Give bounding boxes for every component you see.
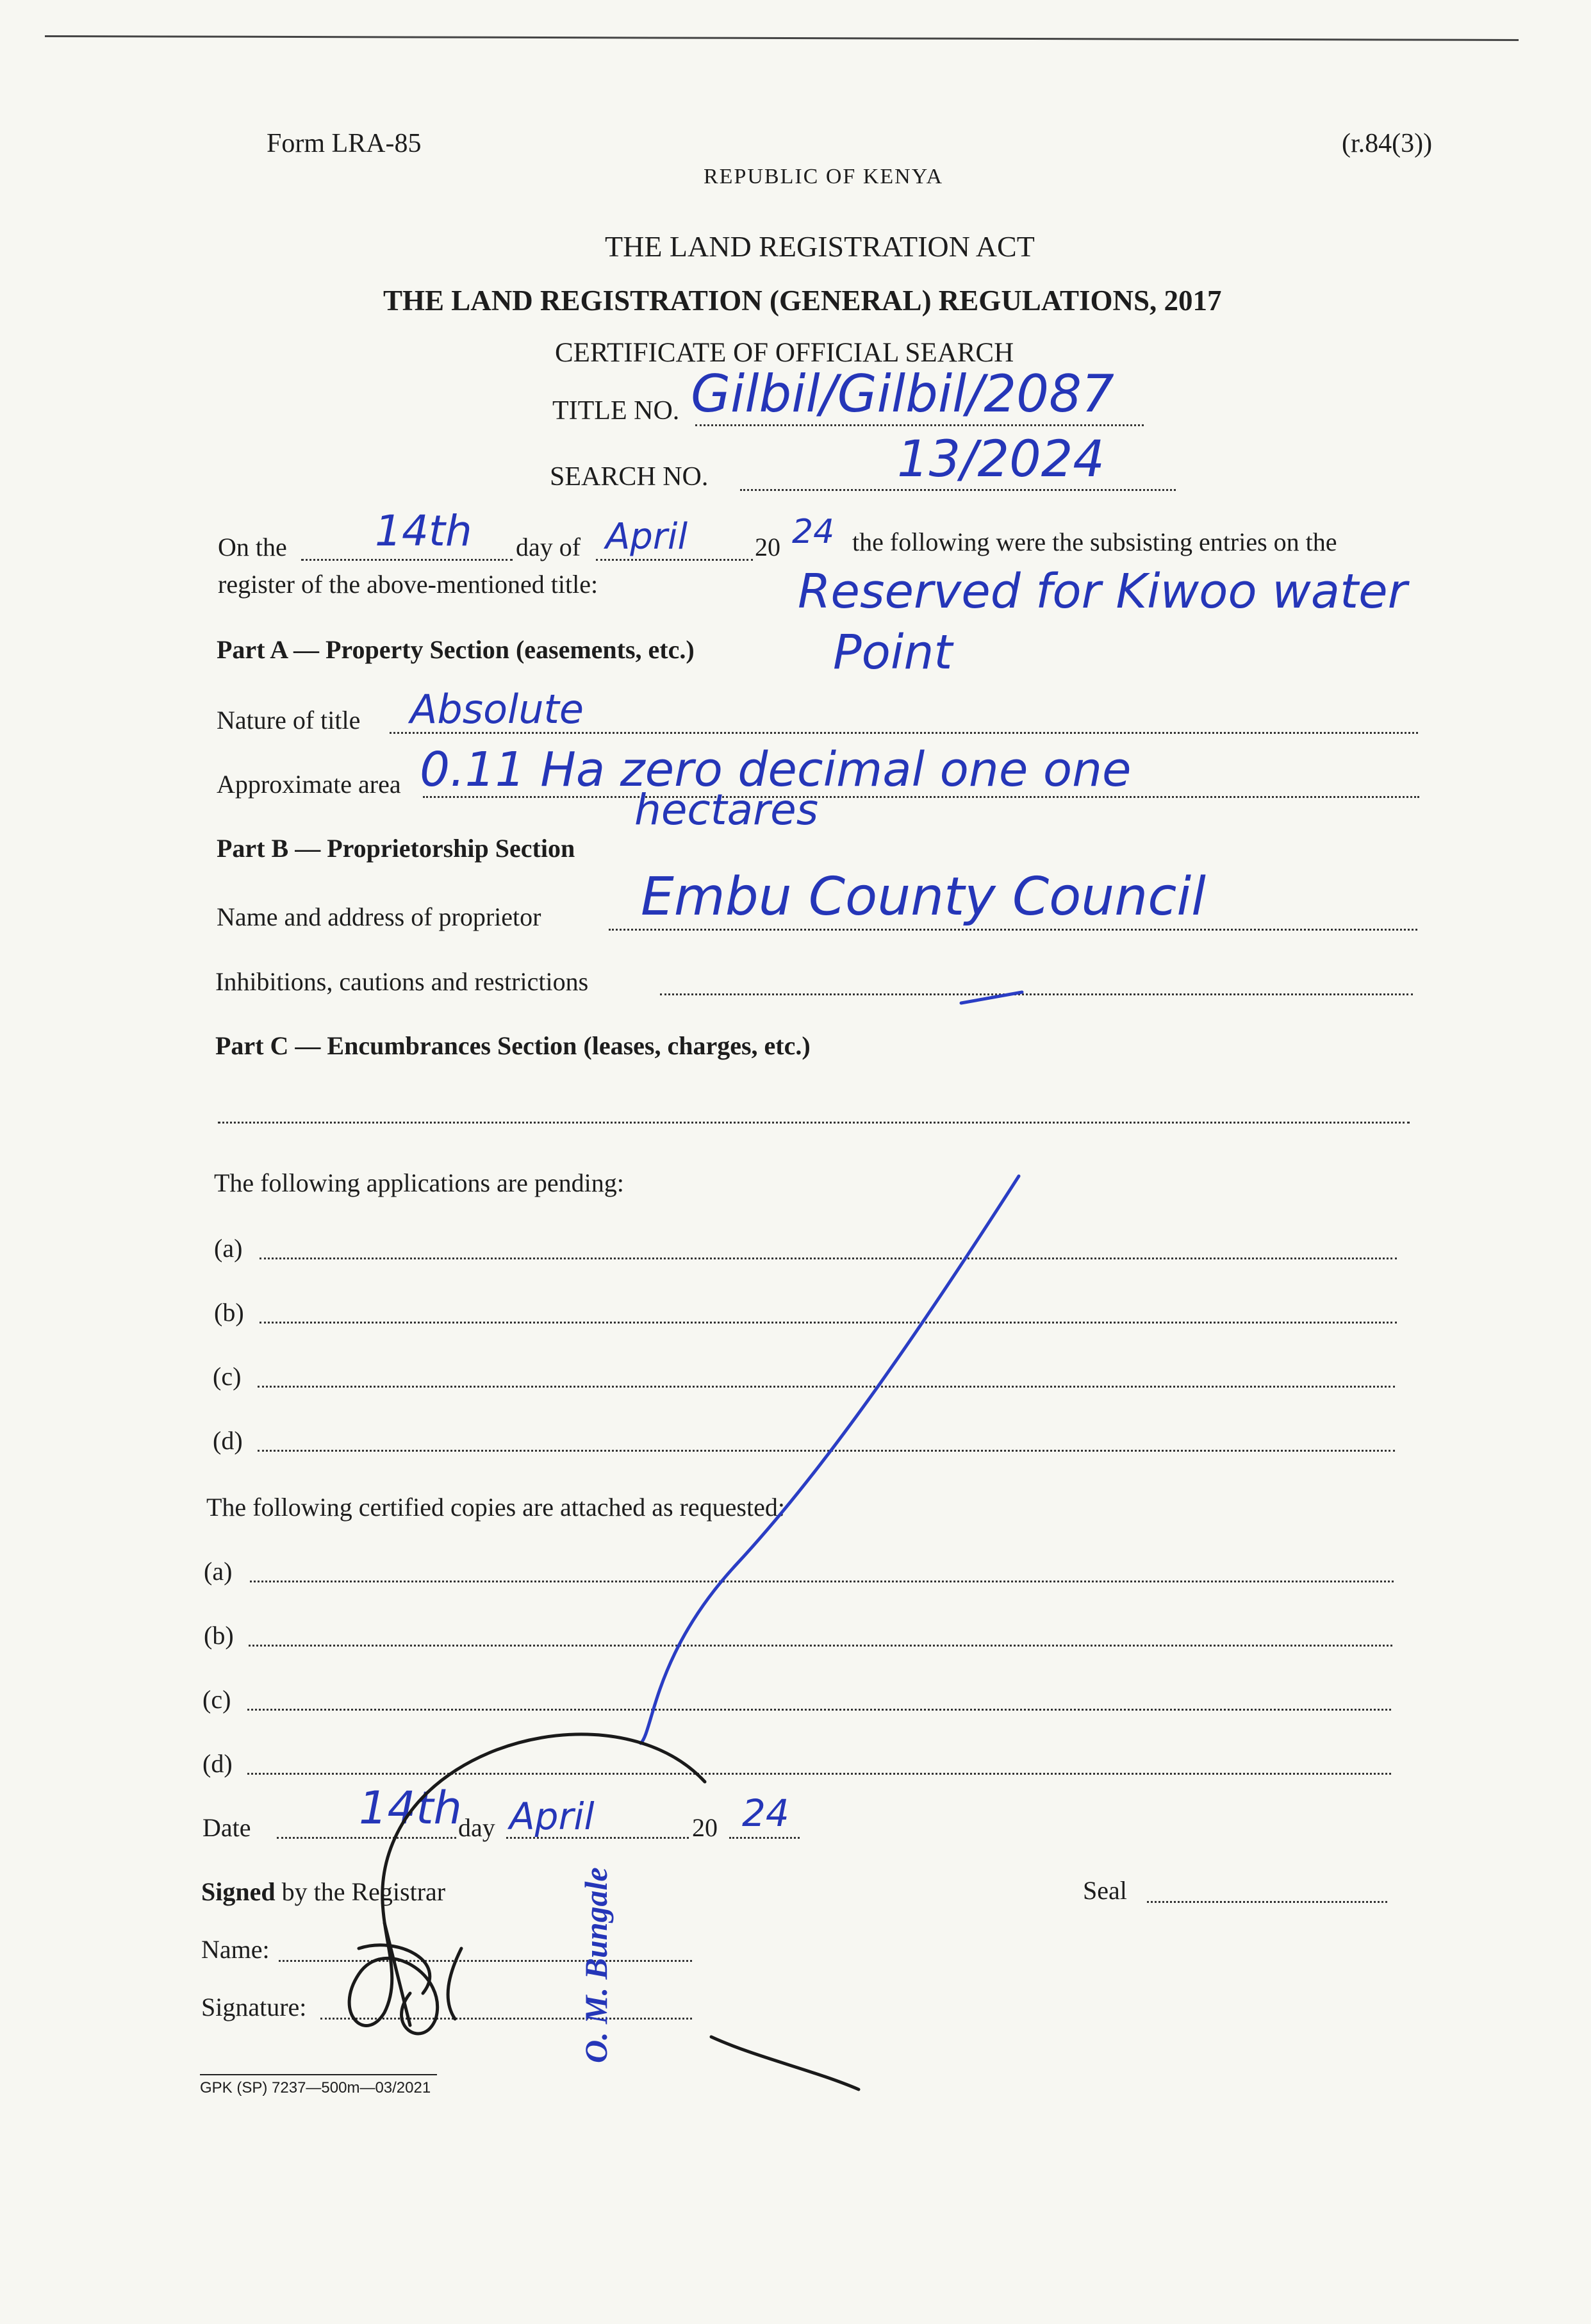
seal-label: Seal	[1083, 1876, 1127, 1905]
intro-on-the: On the	[218, 533, 287, 561]
pending-label: The following applications are pending:	[214, 1168, 624, 1197]
copies-item-d-label: (d)	[202, 1749, 233, 1778]
name-label: Name:	[201, 1935, 270, 1964]
nature-label: Nature of title	[217, 706, 361, 735]
search-no-label: SEARCH NO.	[550, 462, 709, 492]
cross-out-stroke	[641, 1176, 1019, 1743]
proprietor-label: Name and address of proprietor	[217, 902, 541, 931]
regulations-heading: THE LAND REGISTRATION (GENERAL) REGULATIONS, 2017	[383, 285, 1222, 317]
copies-item-a-label: (a)	[204, 1557, 233, 1586]
nature-value: Absolute	[410, 686, 584, 733]
rule-reference: (r.84(3))	[1342, 129, 1433, 158]
act-heading: THE LAND REGISTRATION ACT	[605, 230, 1035, 263]
inhibitions-label: Inhibitions, cautions and restrictions	[215, 967, 589, 996]
area-value-line-2: hectares	[634, 785, 819, 834]
pending-item-d-label: (d)	[213, 1426, 243, 1455]
area-label: Approximate area	[217, 770, 401, 799]
pending-item-b-label: (b)	[214, 1298, 244, 1327]
form-id: Form LRA-85	[267, 129, 422, 158]
copies-item-b-label: (b)	[204, 1621, 234, 1650]
republic-heading: REPUBLIC OF KENYA	[704, 165, 944, 188]
intro-year-value: 24	[792, 513, 835, 551]
date-label: Date	[202, 1813, 251, 1842]
intro-tail: the following were the subsisting entries on the	[852, 527, 1337, 556]
by-registrar-label: by the Registrar	[281, 1877, 446, 1906]
copies-item-c-label: (c)	[202, 1685, 231, 1714]
copies-label: The following certified copies are attached as requested:	[206, 1493, 785, 1522]
part-b-heading: Part B — Proprietorship Section	[217, 834, 575, 863]
easement-note-line-1: Reserved for Kiwoo water	[798, 564, 1408, 619]
search-no-value: 13/2024	[897, 431, 1105, 488]
registrar-signature	[349, 1734, 859, 2089]
intro-line-2: register of the above-mentioned title:	[218, 570, 598, 599]
certificate-heading: CERTIFICATE OF OFFICIAL SEARCH	[555, 338, 1014, 368]
part-a-heading: Part A — Property Section (easements, etc.)	[217, 635, 695, 664]
pending-item-c-label: (c)	[213, 1362, 242, 1391]
intro-day-value: 14th	[375, 506, 472, 556]
title-no-value: Gilbil/Gilbil/2087	[691, 364, 1114, 424]
date-day-value: 14th	[359, 1782, 462, 1834]
date-year-value: 24	[742, 1791, 789, 1835]
proprietor-value: Embu County Council	[641, 867, 1206, 927]
area-underline	[852, 968, 990, 1003]
dash-mark	[961, 992, 1022, 1003]
part-c-heading: Part C — Encumbrances Section (leases, charges, etc.)	[215, 1031, 811, 1060]
date-day-label: day	[458, 1813, 495, 1842]
date-year-prefix: 20	[692, 1813, 718, 1842]
registrar-name-stamp: O. M. Bungale	[578, 1867, 614, 2063]
pending-item-a-label: (a)	[214, 1234, 243, 1263]
title-no-label: TITLE NO.	[552, 396, 680, 426]
date-month-value: April	[509, 1795, 595, 1838]
signature-label: Signature:	[201, 1993, 307, 2021]
intro-year-prefix: 20	[755, 533, 780, 561]
intro-day-of: day of	[516, 533, 581, 561]
signed-label: Signed	[201, 1877, 276, 1906]
printer-reference: GPK (SP) 7237—500m—03/2021	[200, 2079, 431, 2096]
easement-note-line-2: Point	[833, 625, 953, 680]
area-value-line-1: 0.11 Ha zero decimal one one	[420, 742, 1132, 797]
intro-month-value: April	[606, 516, 688, 558]
